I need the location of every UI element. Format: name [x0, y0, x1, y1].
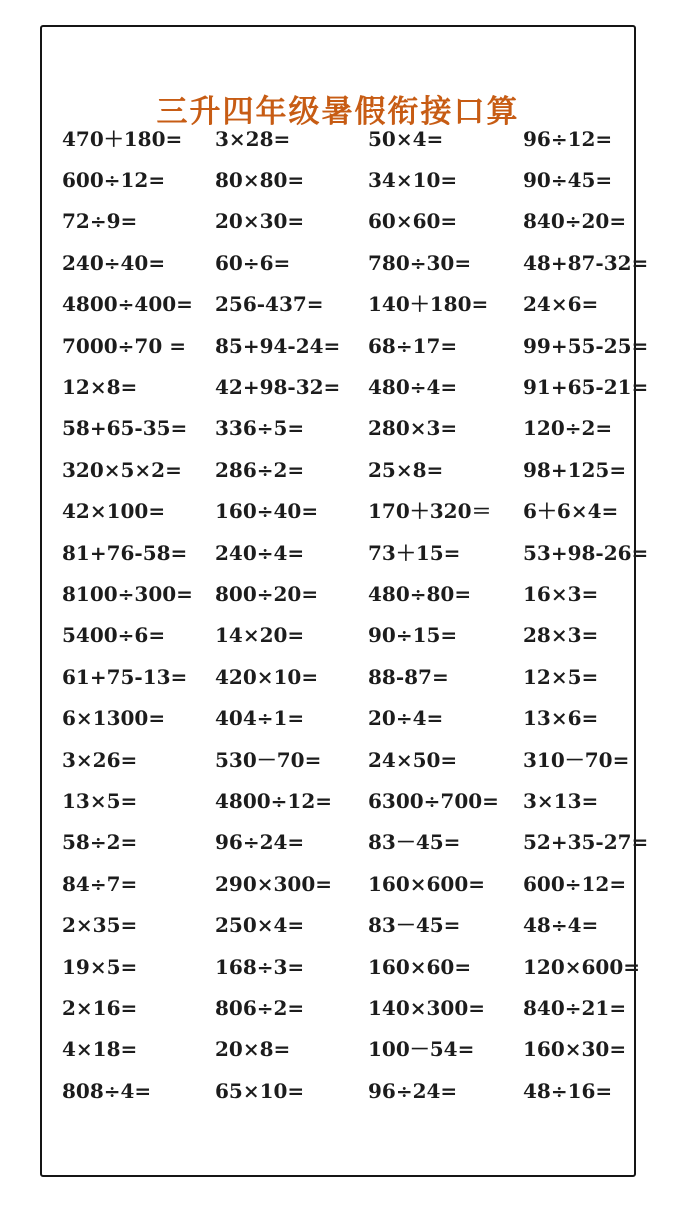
problem-cell: 336÷5= — [215, 416, 305, 441]
problem-cell: 840÷20= — [523, 209, 627, 234]
problem-cell: 13×5= — [62, 788, 138, 813]
problem-cell: 280×3= — [368, 416, 458, 441]
problem-cell: 48÷16= — [523, 1078, 613, 1103]
problem-cell: 6＋6×4= — [523, 499, 619, 524]
problem-cell: 5400÷6= — [62, 623, 166, 648]
problem-cell: 90÷15= — [368, 623, 458, 648]
problem-cell: 84÷7= — [62, 871, 138, 896]
problem-cell: 88-87= — [368, 664, 449, 689]
problem-cell: 6×1300= — [62, 706, 166, 731]
problem-cell: 100－54= — [368, 1037, 475, 1062]
problem-cell: 806÷2= — [215, 995, 305, 1020]
problem-cell: 480÷80= — [368, 581, 472, 606]
problem-cell: 290×300= — [215, 871, 333, 896]
problem-cell: 96÷24= — [368, 1078, 458, 1103]
problem-cell: 91+65-21= — [523, 375, 649, 400]
problem-cell: 85+94-24= — [215, 333, 341, 358]
problem-cell: 8100÷300= — [62, 581, 193, 606]
problem-cell: 20÷4= — [368, 706, 444, 731]
problem-cell: 68÷17= — [368, 333, 458, 358]
problem-cell: 48+87-32= — [523, 250, 649, 275]
problem-cell: 4×18= — [62, 1037, 138, 1062]
problem-cell: 58÷2= — [62, 830, 138, 855]
problem-cell: 28×3= — [523, 623, 599, 648]
problem-cell: 96÷12= — [523, 126, 613, 151]
problem-cell: 24×50= — [368, 747, 458, 772]
problem-cell: 42×100= — [62, 499, 166, 524]
problem-cell: 160÷40= — [215, 499, 319, 524]
problem-cell: 240÷40= — [62, 250, 166, 275]
problem-cell: 83－45= — [368, 830, 461, 855]
problem-cell: 3×13= — [523, 788, 599, 813]
problem-cell: 12×5= — [523, 664, 599, 689]
problem-cell: 840÷21= — [523, 995, 627, 1020]
problem-cell: 404÷1= — [215, 706, 305, 731]
problem-cell: 73＋15= — [368, 540, 461, 565]
problem-cell: 600÷12= — [62, 168, 166, 193]
problem-cell: 19×5= — [62, 954, 138, 979]
problem-cell: 160×30= — [523, 1037, 627, 1062]
problem-cell: 13×6= — [523, 706, 599, 731]
problem-cell: 80×80= — [215, 168, 305, 193]
problem-cell: 42+98-32= — [215, 375, 341, 400]
problem-cell: 2×16= — [62, 995, 138, 1020]
problem-cell: 14×20= — [215, 623, 305, 648]
problem-cell: 140×300= — [368, 995, 486, 1020]
problem-cell: 52+35-27= — [523, 830, 649, 855]
problem-cell: 96÷24= — [215, 830, 305, 855]
problem-cell: 480÷4= — [368, 375, 458, 400]
problem-cell: 120×600= — [523, 954, 641, 979]
problem-cell: 140＋180= — [368, 292, 489, 317]
problem-cell: 16×3= — [523, 581, 599, 606]
problem-cell: 250×4= — [215, 913, 305, 938]
problem-cell: 65×10= — [215, 1078, 305, 1103]
problem-cell: 530－70= — [215, 747, 322, 772]
problem-cell: 320×5×2= — [62, 457, 182, 482]
problem-cell: 60×60= — [368, 209, 458, 234]
problem-cell: 61+75-13= — [62, 664, 188, 689]
problem-cell: 168÷3= — [215, 954, 305, 979]
problem-cell: 48÷4= — [523, 913, 599, 938]
problem-cell: 2×35= — [62, 913, 138, 938]
problem-cell: 58+65-35= — [62, 416, 188, 441]
worksheet-border — [40, 25, 649, 1177]
problem-cell: 286÷2= — [215, 457, 305, 482]
problem-cell: 3×28= — [215, 126, 291, 151]
problem-cell: 808÷4= — [62, 1078, 152, 1103]
problem-cell: 98+125= — [523, 457, 627, 482]
problem-cell: 160×600= — [368, 871, 486, 896]
problem-cell: 4800÷400= — [62, 292, 193, 317]
problem-cell: 60÷6= — [215, 250, 291, 275]
problem-cell: 99+55-25= — [523, 333, 649, 358]
problem-cell: 50×4= — [368, 126, 444, 151]
worksheet-title: 三升四年级暑假衔接口算 — [156, 93, 520, 130]
problem-cell: 7000÷70 = — [62, 333, 186, 358]
problem-cell: 34×10= — [368, 168, 458, 193]
problem-cell: 90÷45= — [523, 168, 613, 193]
problem-cell: 3×26= — [62, 747, 138, 772]
problem-cell: 800÷20= — [215, 581, 319, 606]
problem-cell: 310－70= — [523, 747, 630, 772]
problem-cell: 600÷12= — [523, 871, 627, 896]
problem-cell: 25×8= — [368, 457, 444, 482]
problem-cell: 72÷9= — [62, 209, 138, 234]
problem-cell: 240÷4= — [215, 540, 305, 565]
problem-cell: 12×8= — [62, 375, 138, 400]
problem-cell: 53+98-26= — [523, 540, 649, 565]
problem-cell: 420×10= — [215, 664, 319, 689]
problem-cell: 120÷2= — [523, 416, 613, 441]
problem-cell: 170＋320＝ — [368, 499, 492, 524]
problem-cell: 24×6= — [523, 292, 599, 317]
problem-cell: 20×8= — [215, 1037, 291, 1062]
problem-cell: 780÷30= — [368, 250, 472, 275]
problem-cell: 256-437= — [215, 292, 324, 317]
problems-grid — [62, 118, 649, 1111]
problem-cell: 470＋180= — [62, 126, 183, 151]
problem-cell: 4800÷12= — [215, 788, 333, 813]
problem-cell: 20×30= — [215, 209, 305, 234]
problem-cell: 6300÷700= — [368, 788, 499, 813]
problem-cell: 81+76-58= — [62, 540, 188, 565]
problem-cell: 160×60= — [368, 954, 472, 979]
problem-cell: 83－45= — [368, 913, 461, 938]
